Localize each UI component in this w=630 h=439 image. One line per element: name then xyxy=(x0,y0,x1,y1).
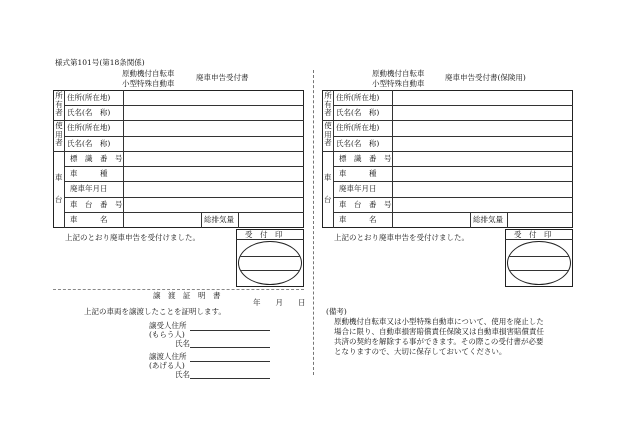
receiver-name-label: 氏名 xyxy=(175,339,190,348)
notes-line: となりますので、大切に保存しておいてください。 xyxy=(334,347,507,356)
right-title-vehicle-1: 原動機付自転車 xyxy=(372,69,425,78)
giver-note: (あげる人) xyxy=(149,361,185,370)
left-car-name-label: 車 名 xyxy=(70,215,108,224)
receiver-name-line xyxy=(190,347,270,348)
left-statement: 上記のとおり廃車申告を受付けました。 xyxy=(65,233,200,242)
left-stamp-label: 受 付 印 xyxy=(245,230,283,239)
left-owner-name-label: 氏名(名 称) xyxy=(67,108,111,117)
left-owner-address-label: 住所(所在地) xyxy=(67,93,111,102)
left-type-label: 車 種 xyxy=(70,169,108,178)
right-owner-address-label: 住所(所在地) xyxy=(336,93,380,102)
left-user-address-label: 住所(所在地) xyxy=(67,123,111,132)
left-title-main: 廃車申告受付書 xyxy=(196,73,249,82)
transfer-statement: 上記の車両を譲渡したことを証明します。 xyxy=(84,307,226,316)
right-vehicle-label-1: 車 xyxy=(324,173,332,182)
right-stamp-label: 受 付 印 xyxy=(514,230,552,239)
receiver-address-label: 譲受人住所 xyxy=(149,321,187,330)
left-title-vehicle-2: 小型特殊自動車 xyxy=(122,79,175,88)
left-user-label: 使用者 xyxy=(55,121,63,147)
right-owner-name-label: 氏名(名 称) xyxy=(336,108,380,117)
right-plate-label: 標 識 番 号 xyxy=(339,154,392,163)
transfer-title: 譲 渡 証 明 書 xyxy=(153,291,221,300)
right-user-name-label: 氏名(名 称) xyxy=(336,139,380,148)
left-owner-label: 所有者 xyxy=(55,91,63,117)
right-type-label: 車 種 xyxy=(339,169,377,178)
right-owner-label: 所有者 xyxy=(324,91,332,117)
left-chassis-label: 車 台 番 号 xyxy=(70,200,123,209)
right-displacement-label: 総排気量 xyxy=(473,215,503,224)
receiver-note: (もらう人) xyxy=(149,330,185,339)
giver-address-label: 譲渡人住所 xyxy=(149,352,187,361)
left-stamp-circle xyxy=(238,241,302,285)
right-user-address-label: 住所(所在地) xyxy=(336,123,380,132)
left-plate-label: 標 識 番 号 xyxy=(70,154,123,163)
right-stamp-circle xyxy=(507,241,571,285)
transfer-date-line: 年 月 日 xyxy=(253,298,306,307)
giver-name-label: 氏名 xyxy=(175,370,190,379)
vertical-cut-line xyxy=(313,70,314,375)
giver-address-line xyxy=(190,361,270,362)
receiver-address-line xyxy=(190,330,270,331)
right-chassis-label: 車 台 番 号 xyxy=(339,200,392,209)
left-date-label: 廃車年月日 xyxy=(70,184,108,193)
notes-line: 場合に限り、自動車損害賠償責任保険又は自動車損害賠償責任 xyxy=(334,327,544,336)
left-title-vehicle-1: 原動機付自転車 xyxy=(122,69,175,78)
notes-heading: (備考) xyxy=(326,307,347,316)
right-statement: 上記のとおり廃車申告を受付けました。 xyxy=(334,233,469,242)
right-title-main: 廃車申告受付書(保険用) xyxy=(445,73,526,82)
right-vehicle-label-2: 台 xyxy=(324,195,332,204)
left-vehicle-label-2: 台 xyxy=(55,195,63,204)
horizontal-cut-line xyxy=(53,289,304,290)
notes-line: 原動機付自転車又は小型特殊自動車について、使用を廃止した xyxy=(334,317,544,326)
form-number: 様式第101号(第18条関係) xyxy=(55,58,145,67)
right-date-label: 廃車年月日 xyxy=(339,184,377,193)
left-displacement-label: 総排気量 xyxy=(204,215,234,224)
left-user-name-label: 氏名(名 称) xyxy=(67,139,111,148)
right-car-name-label: 車 名 xyxy=(339,215,377,224)
giver-name-line xyxy=(190,378,270,379)
right-title-vehicle-2: 小型特殊自動車 xyxy=(372,79,425,88)
notes-line: 共済の契約を解除する事ができます。その際この受付書が必要 xyxy=(334,337,544,346)
left-vehicle-label-1: 車 xyxy=(55,173,63,182)
right-user-label: 使用者 xyxy=(324,121,332,147)
